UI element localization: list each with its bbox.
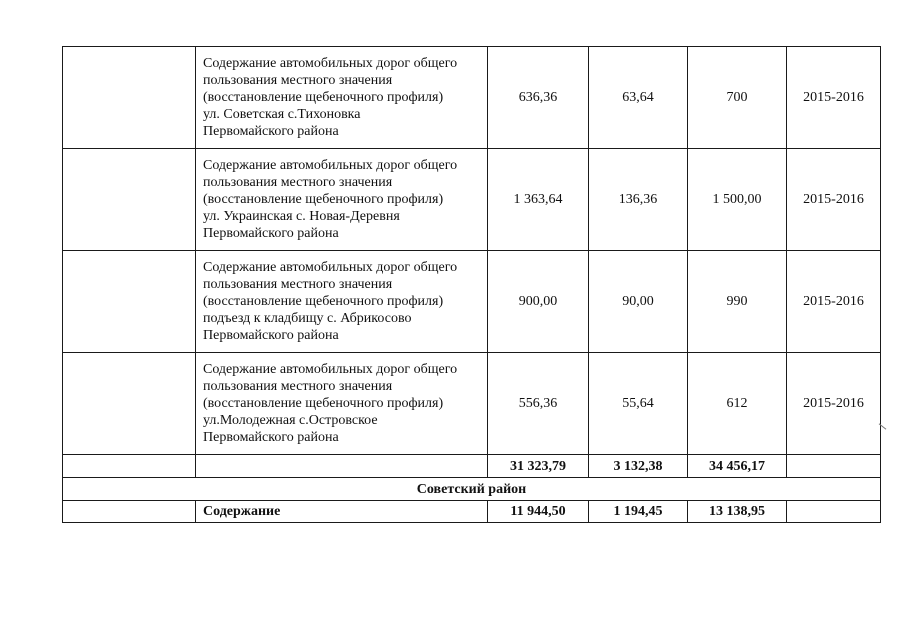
description-cell: Содержание [196, 501, 488, 523]
amount-cell-2: 90,00 [589, 251, 688, 353]
table-row [63, 47, 881, 149]
description-cell [196, 251, 488, 353]
empty-cell [787, 455, 881, 478]
description-line: (восстановление щебеночного профиля) [203, 294, 444, 309]
empty-cell [63, 47, 196, 149]
description-line: Содержание автомобильных дорог общего [203, 260, 458, 275]
table-row [63, 353, 881, 455]
period-cell: 2015-2016 [787, 149, 881, 251]
total-amount-2: 3 132,38 [589, 455, 688, 478]
amount-cell-1: 1 363,64 [488, 149, 589, 251]
section-title: Советский район [63, 478, 881, 501]
description-line: (восстановление щебеночного профиля) [203, 90, 444, 105]
empty-cell [196, 455, 488, 478]
table-row [63, 251, 881, 353]
empty-cell [63, 149, 196, 251]
amount-cell-1: 900,00 [488, 251, 589, 353]
period-cell: 2015-2016 [787, 251, 881, 353]
description-line: подъезд к кладбищу с. Абрикосово [203, 311, 412, 326]
description-line: (восстановление щебеночного профиля) [203, 192, 444, 207]
description-line: ул. Украинская с. Новая-Деревня [203, 209, 400, 224]
description-cell [196, 47, 488, 149]
description-line: Первомайского района [203, 328, 339, 343]
empty-cell [63, 501, 196, 523]
total-amount-1: 31 323,79 [488, 455, 589, 478]
amount-cell-3: 700 [688, 47, 787, 149]
amount-cell-2: 63,64 [589, 47, 688, 149]
description-line: пользования местного значения [203, 73, 393, 88]
total-row [63, 455, 881, 478]
description-line: пользования местного значения [203, 379, 393, 394]
amount-cell-2: 1 194,45 [589, 501, 688, 523]
amount-cell-2: 136,36 [589, 149, 688, 251]
budget-table [62, 46, 881, 523]
description-line: пользования местного значения [203, 175, 393, 190]
period-cell: 2015-2016 [787, 47, 881, 149]
description-line: Первомайского района [203, 124, 339, 139]
description-line: Первомайского района [203, 430, 339, 445]
amount-cell-3: 990 [688, 251, 787, 353]
amount-cell-2: 55,64 [589, 353, 688, 455]
total-amount-3: 34 456,17 [688, 455, 787, 478]
description-cell [196, 353, 488, 455]
section-header-row [63, 478, 881, 501]
amount-cell-1: 636,36 [488, 47, 589, 149]
description-line: Первомайского района [203, 226, 339, 241]
description-line: ул.Молодежная с.Островское [203, 413, 378, 428]
description-cell [196, 149, 488, 251]
empty-cell [63, 455, 196, 478]
empty-cell [63, 251, 196, 353]
table-row [63, 501, 881, 523]
description-line: (восстановление щебеночного профиля) [203, 396, 444, 411]
amount-cell-1: 556,36 [488, 353, 589, 455]
description-line: Содержание автомобильных дорог общего [203, 158, 458, 173]
amount-cell-1: 11 944,50 [488, 501, 589, 523]
empty-cell [63, 353, 196, 455]
empty-cell [787, 501, 881, 523]
amount-cell-3: 612 [688, 353, 787, 455]
period-cell: 2015-2016 [787, 353, 881, 455]
table-row [63, 149, 881, 251]
amount-cell-3: 13 138,95 [688, 501, 787, 523]
description-line: ул. Советская с.Тихоновка [203, 107, 361, 122]
description-line: пользования местного значения [203, 277, 393, 292]
amount-cell-3: 1 500,00 [688, 149, 787, 251]
description-line: Содержание автомобильных дорог общего [203, 362, 458, 377]
description-line: Содержание автомобильных дорог общего [203, 56, 458, 71]
